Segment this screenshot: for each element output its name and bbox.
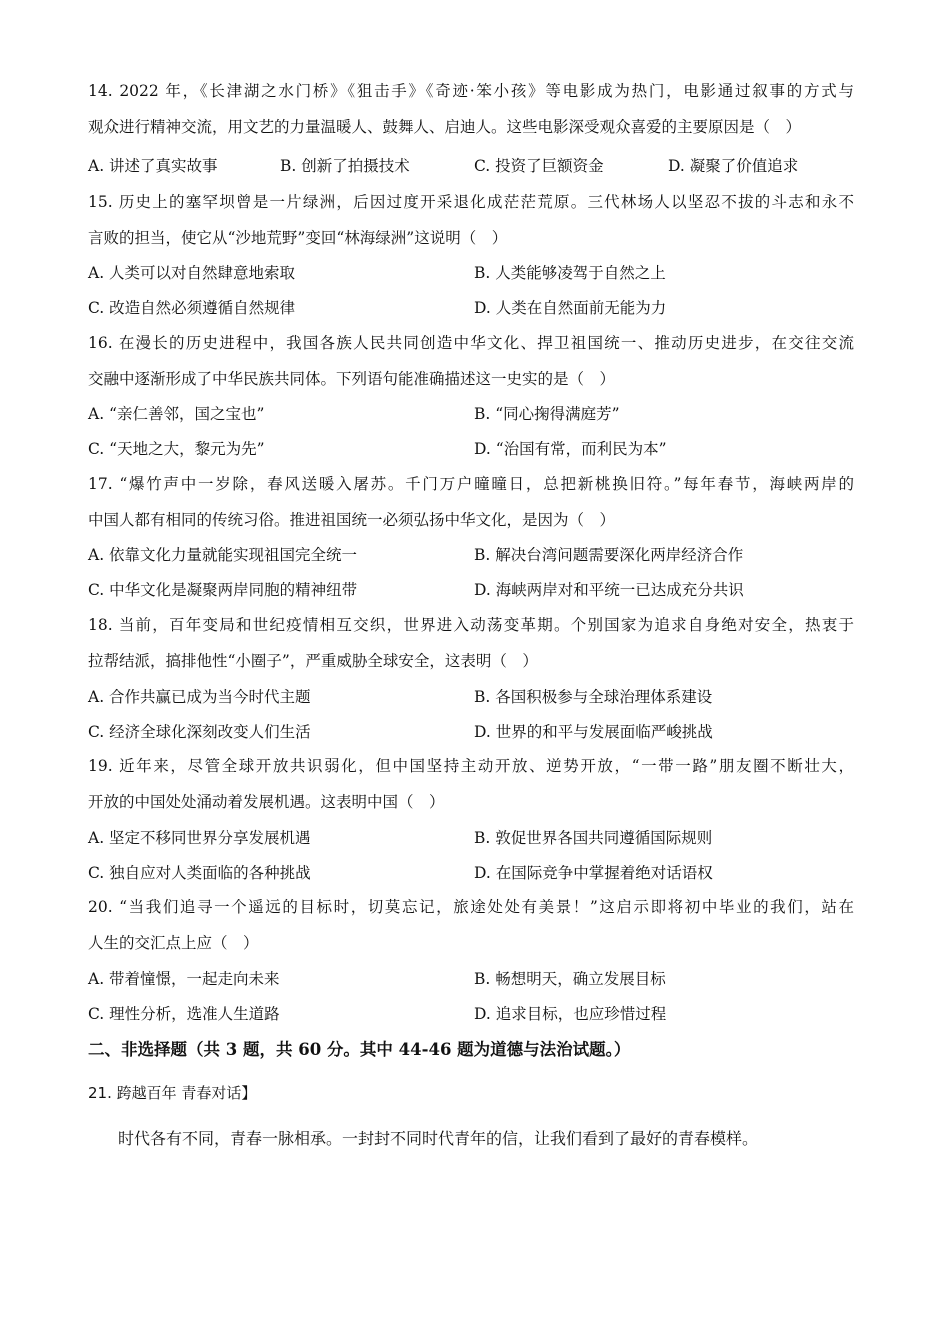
option-b: B. 解决台湾问题需要深化两岸经济合作: [474, 546, 744, 564]
section-title: 二、非选择题（共 3 题，共 60 分。其中 44-46 题为道德与法治试题。）: [88, 1040, 631, 1059]
option-b: B. 创新了拍摄技术: [280, 157, 410, 175]
option-b: B. 敦促世界各国共同遵循国际规则: [474, 829, 713, 847]
option-a: A. 依靠文化力量就能实现祖国完全统一: [88, 546, 358, 564]
question-21-body: 时代各有不同，青春一脉相承。一封封不同时代青年的信，让我们看到了最好的青春模样。: [118, 1129, 759, 1148]
question-stem-line1: 16. 在漫长的历史进程中，我国各族人民共同创造中华文化、捍卫祖国统一、推动历史进步，在交往交流: [88, 334, 854, 352]
option-a: A. 带着憧憬，一起走向未来: [88, 970, 280, 988]
question-16-options-row1: [88, 402, 868, 432]
option-d: D. 世界的和平与发展面临严峻挑战: [474, 723, 713, 741]
question-17-options-row2: [88, 578, 868, 608]
question-21-label: 21. 跨越百年 青春对话】: [88, 1084, 257, 1102]
question-17: [88, 466, 854, 538]
option-c: C. 独自应对人类面临的各种挑战: [88, 864, 311, 882]
question-15: [88, 184, 854, 256]
question-stem-line1: 14. 2022 年，《长津湖之水门桥》《狙击手》《奇迹·笨小孩》等电影成为热门，电影通过叙事的方式与: [88, 82, 854, 100]
question-14: [88, 73, 854, 145]
question-stem-line2: 交融中逐渐形成了中华民族共同体。下列语句能准确描述这一史实的是（ ）: [88, 370, 616, 388]
option-c: C. 经济全球化深刻改变人们生活: [88, 723, 311, 741]
option-c: C. 投资了巨额资金: [474, 157, 604, 175]
question-stem-line2: 拉帮结派，搞排他性“小圈子”，严重威胁全球安全，这表明（ ）: [88, 652, 538, 670]
question-stem-line1: 18. 当前，百年变局和世纪疫情相互交织，世界进入动荡变革期。个别国家为追求自身绝对安全，热衷于: [88, 616, 854, 634]
question-15-options-row2: [88, 296, 868, 326]
option-a: A. 合作共赢已成为当今时代主题: [88, 688, 311, 706]
option-b: B. 各国积极参与全球治理体系建设: [474, 688, 713, 706]
question-stem-line1: 17. “爆竹声中一岁除，春风送暖入屠苏。千门万户曈曈日，总把新桃换旧符。”每年春节，海峡两岸的: [88, 475, 854, 493]
option-d: D. 海峡两岸对和平统一已达成充分共识: [474, 581, 744, 599]
question-20-options-row2: [88, 1002, 868, 1032]
question-stem-line1: 19. 近年来，尽管全球开放共识弱化，但中国坚持主动开放、逆势开放，“一带一路”朋友圈不断壮大，: [88, 757, 854, 775]
question-18-options-row2: [88, 720, 868, 750]
question-20-options-row1: [88, 967, 868, 997]
question-19: [88, 748, 854, 820]
option-c: C. 改造自然必须遵循自然规律: [88, 299, 296, 317]
question-17-options-row1: [88, 543, 868, 573]
option-c: C. “天地之大，黎元为先”: [88, 440, 265, 458]
question-19-options-row1: [88, 826, 868, 856]
option-d: D. 在国际竞争中掌握着绝对话语权: [474, 864, 713, 882]
question-stem-line2: 中国人都有相同的传统习俗。推进祖国统一必须弘扬中华文化，是因为（ ）: [88, 511, 616, 529]
option-c: C. 理性分析，选准人生道路: [88, 1005, 280, 1023]
question-20: [88, 889, 854, 961]
question-14-options: [88, 154, 868, 184]
question-stem-line1: 20. “当我们追寻一个遥远的目标时，切莫忘记，旅途处处有美景！”这启示即将初中毕业的我们，站在: [88, 898, 854, 916]
option-a: A. 讲述了真实故事: [88, 157, 218, 175]
question-15-options-row1: [88, 261, 868, 291]
option-a: A. 人类可以对自然肆意地索取: [88, 264, 296, 282]
option-b: B. 畅想明天，确立发展目标: [474, 970, 666, 988]
question-stem-line1: 15. 历史上的塞罕坝曾是一片绿洲，后因过度开采退化成茫茫荒原。三代林场人以坚忍不拔的斗志和永不: [88, 193, 854, 211]
option-d: D. “治国有常，而利民为本”: [474, 440, 667, 458]
question-16-options-row2: [88, 437, 868, 467]
option-d: D. 凝聚了价值追求: [668, 157, 799, 175]
question-stem-line2: 言败的担当，使它从“沙地荒野”变回“林海绿洲”这说明（ ）: [88, 229, 508, 247]
question-18: [88, 607, 854, 679]
option-a: A. “亲仁善邻，国之宝也”: [88, 405, 265, 423]
question-stem-line2: 开放的中国处处涌动着发展机遇。这表明中国（ ）: [88, 793, 445, 811]
option-b: B. 人类能够凌驾于自然之上: [474, 264, 666, 282]
question-stem-line2: 人生的交汇点上应（ ）: [88, 934, 259, 952]
question-18-options-row1: [88, 685, 868, 715]
option-c: C. 中华文化是凝聚两岸同胞的精神纽带: [88, 581, 358, 599]
option-d: D. 追求目标，也应珍惜过程: [474, 1005, 667, 1023]
option-a: A. 坚定不移同世界分享发展机遇: [88, 829, 311, 847]
option-d: D. 人类在自然面前无能为力: [474, 299, 667, 317]
question-stem-line2: 观众进行精神交流，用文艺的力量温暖人、鼓舞人、启迪人。这些电影深受观众喜爱的主要原因是（ ）: [88, 118, 802, 136]
question-19-options-row2: [88, 861, 868, 891]
question-16: [88, 325, 854, 397]
option-b: B. “同心掬得满庭芳”: [474, 405, 620, 423]
